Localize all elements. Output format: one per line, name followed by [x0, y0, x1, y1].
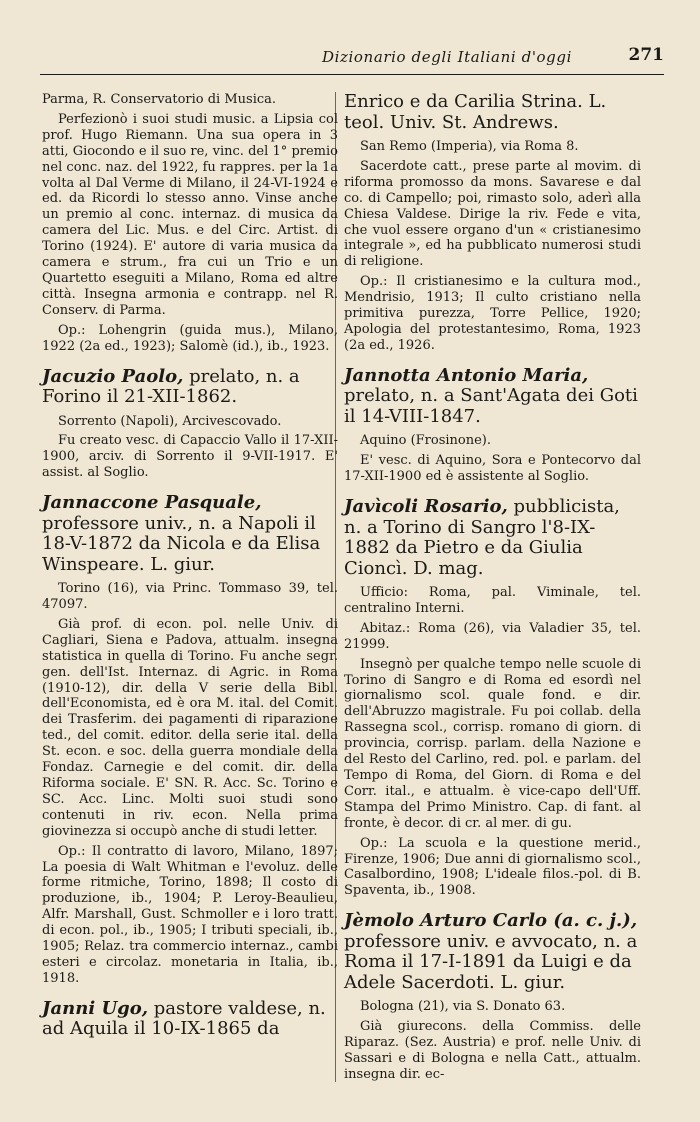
entry-name: Jannaccone Pasquale,	[42, 492, 262, 514]
entry-works: Op.: Lohengrin (guida mus.), Milano, 1922 (2a ed., 1923); Salomè (id.), ib., 1923.	[42, 322, 338, 354]
entry-janni	[42, 999, 338, 1040]
entry-works: Op.: La scuola e la questione merid., Firenze, 1906; Due anni di giornalismo scol., Casalbordino, 1908; L'ideale filos.-pol. di B. Spaventa, ib., 1908.	[344, 835, 641, 899]
entry-continued	[42, 92, 338, 355]
entry-name: Javìcoli Rosario,	[344, 496, 508, 517]
entry-heading	[42, 493, 338, 575]
entry-heading	[344, 497, 641, 579]
entry-jacuzio	[42, 367, 338, 482]
entry-address: Parma, R. Conservatorio di Musica.	[42, 92, 277, 107]
entry-address: Aquino (Frosinone).	[360, 433, 492, 449]
entry-heading	[344, 911, 641, 993]
entry-heading-rest: prelato, n. a Sant'Agata dei Goti il 14-VIII-1847.	[344, 385, 638, 427]
entry-biography: Insegnò per qualche tempo nelle scuole di Torino di Sangro e di Roma ed esordì nel giornalismo scol. quale fond. e dir. dell'Abruzzo magistrale. Fu poi collab. della Rassegna scol., corrisp. romano di giorn. di provincia, corrisp. parlam. della Nazione e del Resto del Carlino, red. pol. e parlam. del Tempo di Roma, del Giorn. di Roma e del Corr. ital., e attualm. è vice-capo dell'Uff. Stampa del Primo Ministro. Cap. di fant. al fronte, è decor. di cr. al mer. di gu.	[344, 656, 641, 831]
running-title: Dizionario degli Italiani d'oggi	[322, 48, 572, 66]
entry-janni-continued	[344, 92, 641, 354]
page-number: 271	[628, 45, 664, 65]
entry-jannotta	[344, 366, 641, 485]
entry-biography: Già giurecons. della Commiss. delle Riparaz. (Sez. Austria) e prof. nelle Univ. di Sassari e di Bologna e nella Catt., attualm. insegna dir. ec-	[344, 1019, 641, 1082]
entry-heading	[344, 366, 641, 428]
entry-address: Torino (16), via Princ. Tommaso 39, tel. 47097.	[42, 581, 338, 613]
entry-works: Op.: Il cristianesimo e la cultura mod., Mendrisio, 1913; Il culto cristiano nella primitiva purezza, Torre Pellice, 1920; Apologia del protestantesimo, Roma, 1923 (2a ed., 1926.	[344, 274, 641, 353]
entry-biography: Già prof. di econ. pol. nelle Univ. di Cagliari, Siena e Padova, attualm. insegna statistica in quella di Torino. Fu anche segr. gen. dell'Ist. Internaz. di Agric. in Roma (1910-12), dir. della V serie della Bibl. dell'Economista, ed è ora M. ital. del Comit. dei Trasferim. dei pagamenti di riparazione ted., del comit. editor. della serie ital. della St. econ. e soc. della guerra mondiale della Fondaz. Carnegie e del comit. dir. della Riforma sociale. E' SN. R. Acc. Sc. Torino e SC. Acc. Linc. Molti suoi studi sono contenuti in riv. econ. Nella prima giovinezza si occupò anche di studi letter.	[42, 616, 338, 839]
entry-address: Bologna (21), via S. Donato 63.	[360, 999, 566, 1015]
entry-address: San Remo (Imperia), via Roma 8.	[360, 139, 579, 154]
entry-home: Abitaz.: Roma (26), via Valadier 35, tel. 21999.	[344, 620, 641, 652]
entry-heading: Enrico e da Carilia Strina. L. teol. Univ. St. Andrews.	[344, 91, 607, 133]
page-header	[40, 44, 664, 75]
entry-heading	[42, 367, 338, 408]
right-column	[344, 92, 641, 1095]
entry-name: Jacuzio Paolo,	[42, 365, 184, 387]
entry-biography: Sacerdote catt., prese parte al movim. di riforma promosso da mons. Savarese e dal co. di Campello; poi, rimasto solo, aderì alla Chiesa Valdese. Dirige la riv. Fede e vita, che vuol essere organo d'un « cristianesimo integrale », ed ha pubblicato numerosi studi di religione.	[344, 158, 641, 270]
entry-biography: Perfezionò i suoi studi music. a Lipsia col prof. Hugo Riemann. Una sua opera in 3 atti, Giocondo e il suo re, vinc. del 1° premio nel conc. naz. del 1922, fu rappres. per la 1a volta al Dal Verme di Milano, il 24-VI-1924 e ed. da Ricordi lo stesso anno. Vinse anche un premio al conc. internaz. di musica da camera del Lic. Mus. e del Circ. Artist. di Torino (1924). E' autore di varia musica da camera e strum., fra cui un Trio e un Quartetto eseguiti a Milano, Roma ed altre città. Insegna armonia e contrapp. nel R. Conserv. di Parma.	[42, 111, 338, 318]
entry-name: Janni Ugo,	[42, 997, 149, 1019]
entry-heading-rest: prelato, n. a Forino il 21-XII-1862.	[42, 365, 300, 407]
entry-name: Jèmolo Arturo Carlo (a. c. j.),	[344, 910, 638, 932]
entry-office: Ufficio: Roma, pal. Viminale, tel. centralino Interni.	[344, 585, 641, 616]
entry-name: Jannotta Antonio Maria,	[344, 364, 589, 386]
entry-heading-rest: pastore valdese, n. ad Aquila il 10-IX-1865 da	[42, 997, 326, 1040]
entry-works: Op.: Il contratto di lavoro, Milano, 1897; La poesia di Walt Whitman e l'evoluz. delle forme ritmiche, Torino, 1898; Il costo di produzione, ib., 1904; P. Leroy-Beaulieu, Alfr. Marshall, Gust. Schmoller e i loro tratt. di econ. pol., ib., 1905; I tributi speciali, ib., 1905; Relaz. tra commercio internaz., cambi esteri e circolaz. monetaria in Italia, ib., 1918.	[42, 843, 338, 986]
entry-javicoli	[344, 497, 641, 899]
entry-address: Sorrento (Napoli), Arcivescovado.	[58, 413, 282, 429]
entry-jannaccone	[42, 493, 338, 987]
entry-biography: E' vesc. di Aquino, Sora e Pontecorvo dal 17-XII-1900 ed è assistente al Soglio.	[344, 453, 641, 485]
entry-jemolo	[344, 911, 641, 1083]
entry-heading-rest: professore univ., n. a Napoli il 18-V-1872 da Nicola e da Elisa Winspeare. L. giur.	[42, 512, 321, 575]
left-column	[42, 92, 338, 1052]
entry-heading-rest: professore univ. e avvocato, n. a Roma il 17-I-1891 da Luigi e da Adele Sacerdoti. L. giur.	[344, 930, 638, 993]
entry-biography: Fu creato vesc. di Capaccio Vallo il 17-XII-1900, arciv. di Sorrento il 9-VII-1917. E' assist. al Soglio.	[42, 433, 338, 481]
entry-heading	[42, 999, 338, 1040]
entry-heading-rest: pubblicista, n. a Torino di Sangro l'8-IX-1882 da Pietro e da Giulia Cioncì. D. mag.	[344, 496, 620, 579]
